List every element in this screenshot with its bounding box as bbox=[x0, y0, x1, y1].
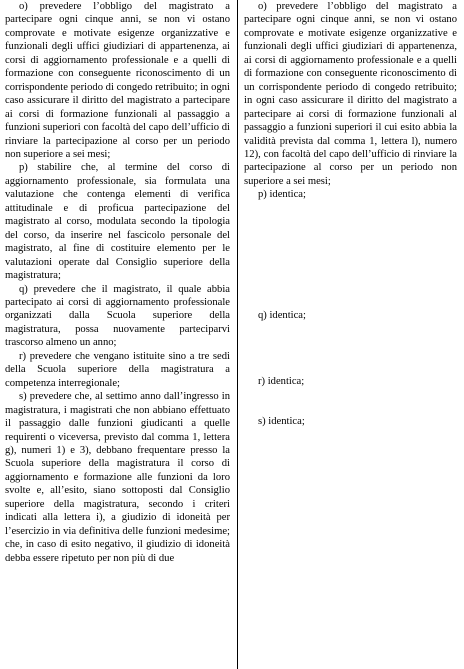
right-paragraph-p: p) identica; bbox=[258, 189, 306, 201]
left-paragraph-q: q) prevedere che il magistrato, il quale abbia partecipato ai corsi di aggiornamento professionale organizzati dalla Scuola superiore della magistratura, possa nuovamente parteciparvi trascorso almeno un anno; bbox=[5, 283, 230, 349]
left-paragraph-s: s) prevedere che, al settimo anno dall’ingresso in magistratura, i magistrati che non abbiano effettuato il passaggio dalle funzioni giudicanti a quelle requirenti o viceversa, previsto dal comma 1, lettera g), numeri 1) e 3), debbano frequentare presso la Scuola superiore della magistratura il corso di aggiornamento e formazione alle funzioni da loro svolte e, all’esito, siano sottoposti dal Consiglio superiore della magistratura, secondo i criteri indicati alla lettera i), a giudizio di idoneità per l’esercizio in via definitiva delle funzioni medesime; che, in caso di esito negativo, il giudizio di idoneità debba essere ripetuto per non più di due bbox=[5, 391, 230, 564]
left-paragraph-r: r) prevedere che vengano istituite sino a tre sedi della Scuola superiore della magistratura a competenza interregionale; bbox=[5, 350, 230, 389]
left-paragraph-p: p) stabilire che, al termine del corso di aggiornamento professionale, sia formulata una valutazione che contenga elementi di verifica attitudinale e di proficua partecipazione del magistrato al corso, modulata secondo la tipologia del corso, da inserire nel fascicolo personale del magistrato, al fine di costituire elemento per le valutazioni operate dal Consiglio superiore della magistratura; bbox=[5, 162, 230, 282]
right-paragraph-r: r) identica; bbox=[258, 376, 305, 388]
column-divider bbox=[237, 0, 238, 669]
left-paragraph-o: o) prevedere l’obbligo del magistrato a partecipare ogni cinque anni, se non vi ostano comprovate e motivate esigenze organizzative e funzionali degli uffici giudiziari di appartenenza, ai corsi di aggiornamento professionale e a quelli di formazione con conseguente riconoscimento di un corrispondente periodo di congedo retribuito; in ogni caso assicurare il diritto del magistrato a partecipare ai corsi di formazione funzionali al passaggio a funzioni superiori con facoltà del capo dell’ufficio di rinviare la partecipazione al corso per un periodo non superiore a sei mesi; bbox=[5, 1, 230, 160]
right-paragraph-s: s) identica; bbox=[258, 415, 305, 427]
right-paragraph-o: o) prevedere l’obbligo del magistrato a partecipare ogni cinque anni, se non vi ostano comprovate e motivate esigenze organizzative e funzionali degli uffici giudiziari di appartenenza, ai corsi di aggiornamento professionale e a quelli di formazione con conseguente riconoscimento di un corrispondente periodo di congedo retribuito; in ogni caso assicurare il diritto del magistrato a partecipare ai corsi di formazione funzionali al passaggio a funzioni superiori il cui esito abbia la validità prevista dal comma 1, lettera l), numero 12), con facoltà del capo dell’ufficio di rinviare la partecipazione al corso per un periodo non superiore a sei mesi; bbox=[244, 1, 457, 187]
right-column bbox=[244, 0, 457, 428]
right-paragraph-q: q) identica; bbox=[258, 309, 306, 321]
left-column bbox=[5, 0, 230, 565]
